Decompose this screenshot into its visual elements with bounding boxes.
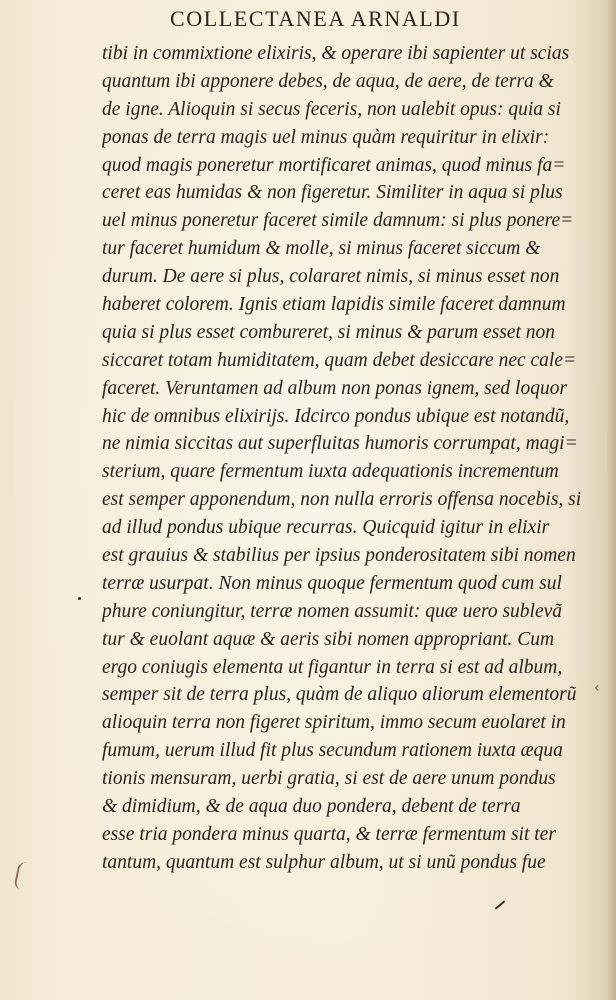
text-line: alioquin terra non figeret spiritum, immo secum euolaret in	[102, 712, 566, 734]
text-line: ad illud pondus ubique recurras. Quicquid igitur in elixir	[102, 517, 550, 539]
text-line: ergo coniugis elementa ut figantur in terra si est ad album,	[102, 656, 563, 678]
text-line: est grauius & stabilius per ipsius ponderositatem sibi nomen	[102, 545, 576, 567]
text-line: fumum, uerum illud fit plus secundum rationem iuxta æqua	[102, 740, 563, 762]
text-line: uel minus poneretur faceret simile damnum: si plus ponere=	[102, 210, 574, 232]
running-head: COLLECTANEA ARNALDI	[170, 6, 461, 31]
text-block	[102, 40, 592, 877]
text-line: terræ usurpat. Non minus quoque fermentum quod cum sul	[102, 572, 562, 594]
text-line: est semper apponendum, non nulla erroris offensa nocebis, si	[102, 489, 582, 511]
text-line: semper sit de terra plus, quàm de aliquo aliorum elementorũ	[102, 684, 577, 706]
text-line: tur & euolant aquæ & aeris sibi nomen appropriant. Cum	[102, 628, 555, 650]
text-line: quia si plus esset combureret, si minus & parum esset non	[102, 321, 555, 343]
text-line: & dimidium, & de aqua duo pondera, debent de terra	[102, 796, 521, 818]
text-line: haberet colorem. Ignis etiam lapidis simile faceret damnum	[102, 294, 566, 316]
text-line: tibi in commixtione elixiris, & operare ibi sapienter ut scias	[102, 43, 570, 64]
margin-angle-mark: ‹	[594, 680, 600, 696]
text-line: durum. De aere si plus, colararet nimis, si minus esset non	[102, 266, 560, 288]
text-line: siccaret totam humiditatem, quam debet desiccare nec cale=	[102, 349, 577, 371]
text-line: hic de omnibus elixirijs. Idcirco pondus ubique est notandũ,	[102, 405, 570, 427]
text-line: faceret. Veruntamen ad album non ponas ignem, sed loquor	[102, 377, 568, 399]
text-line: tantum, quantum est sulphur album, ut si unũ pondus fue	[102, 851, 546, 873]
text-line: ceret eas humidas & non figeretur. Similiter in aqua si plus	[102, 182, 563, 204]
text-line: de igne. Alioquin si secus feceris, non ualebit opus: quia si	[102, 98, 561, 120]
text-line: tur faceret humidum & molle, si minus faceret siccum &	[102, 238, 541, 260]
text-line: ponas de terra magis uel minus quàm requiritur in elixir:	[102, 126, 550, 148]
text-line: tionis mensuram, uerbi gratia, si est de aere unum pondus	[102, 768, 556, 790]
text-line: quantum ibi apponere debes, de aqua, de aere, de terra &	[102, 70, 554, 92]
text-line: ne nimia siccitas aut superfluitas humoris corrumpat, magi=	[102, 433, 578, 455]
text-line: esse tria pondera minus quarta, & terræ fermentum sit ter	[102, 823, 556, 845]
margin-pen-stroke	[495, 900, 505, 909]
text-line: quod magis poneretur mortificaret animas, quod minus fa=	[102, 154, 566, 176]
margin-ink-stroke	[13, 861, 31, 891]
margin-dot-mark	[78, 597, 81, 600]
text-line: phure coniungitur, terræ nomen assumit: quæ uero sublevã	[102, 600, 563, 622]
text-line: sterium, quare fermentum iuxta adequationis incrementum	[102, 461, 559, 483]
page-edge-shadow	[606, 0, 616, 1000]
